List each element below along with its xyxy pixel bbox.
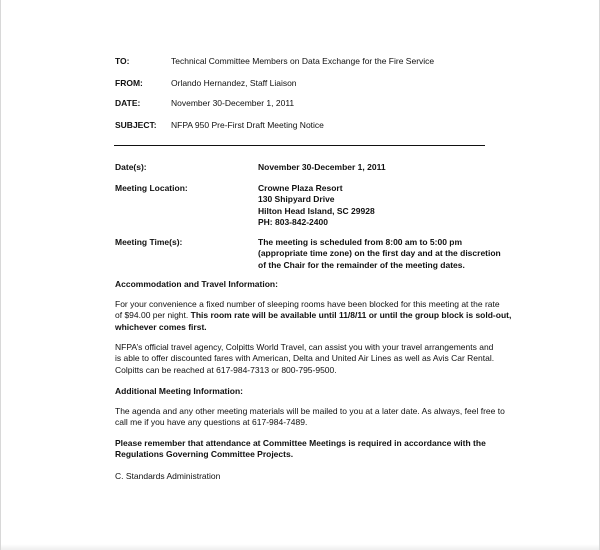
memo-to-value: Technical Committee Members on Data Exchange for the Fire Service (171, 56, 435, 66)
memo-from-label: FROM: (115, 78, 143, 88)
paragraph-line: For your convenience a fixed number of sleeping rooms have been blocked for this meeting at the rate (115, 299, 500, 309)
paragraph-line: NFPA’s official travel agency, Colpitts World Travel, can assist you with your travel arrangements and (115, 342, 494, 352)
location-line: 130 Shipyard Drive (258, 194, 335, 205)
dates-value: November 30-December 1, 2011 (258, 162, 386, 172)
additional-info-heading: Additional Meeting Information: (115, 386, 243, 396)
time-line: of the Chair for the remainder of the meeting dates. (258, 259, 465, 270)
paragraph-line (115, 310, 512, 321)
paragraph-line: whichever comes first. (115, 321, 207, 332)
memo-subject-value: NFPA 950 Pre-First Draft Meeting Notice (171, 120, 324, 130)
paragraph-line: Please remember that attendance at Committee Meetings is required in accordance with the (115, 438, 486, 448)
travel-agency-paragraph (115, 342, 495, 376)
cc-line: C. Standards Administration (115, 471, 221, 481)
time-label: Meeting Time(s): (115, 237, 183, 247)
materials-paragraph (115, 406, 505, 429)
paragraph-line: The agenda and any other meeting materials will be mailed to you at a later date. As always, feel free to (115, 406, 505, 416)
memo-from-value: Orlando Hernandez, Staff Liaison (171, 78, 297, 88)
memo-date-value: November 30-December 1, 2011 (171, 98, 295, 108)
accommodation-paragraph (115, 299, 512, 333)
memo-subject-label: SUBJECT: (115, 120, 157, 130)
location-line: Hilton Head Island, SC 29928 (258, 205, 375, 216)
header-divider (114, 145, 485, 146)
location-line: PH: 803-842-2400 (258, 216, 328, 227)
attendance-paragraph (115, 438, 495, 461)
paragraph-line: call me if you have any questions at 617-984-7489. (115, 417, 308, 428)
paragraph-line: Colpitts can be reached at 617-984-7313 or 800-795-9500. (115, 364, 337, 375)
location-line: Crowne Plaza Resort (258, 183, 343, 193)
accommodation-heading: Accommodation and Travel Information: (115, 279, 278, 289)
dates-label: Date(s): (115, 162, 147, 172)
location-block (258, 183, 375, 228)
paragraph-line: Regulations Governing Committee Projects. (115, 449, 294, 460)
paragraph-line: is able to offer discounted fares with American, Delta and United Air Lines as well as Avis Car Rental. (115, 353, 495, 364)
memo-to-label: TO: (115, 56, 130, 66)
time-line: (appropriate time zone) on the first day and at the discretion (258, 248, 501, 259)
time-block (258, 237, 501, 271)
rate-text: of $94.00 per night. (115, 310, 191, 321)
time-line: The meeting is scheduled from 8:00 am to 5:00 pm (258, 237, 463, 247)
location-label: Meeting Location: (115, 183, 188, 193)
rate-deadline-text: This room rate will be available until 11/8/11 or until the group block is sold-out, (190, 310, 512, 321)
memo-date-label: DATE: (115, 98, 141, 108)
